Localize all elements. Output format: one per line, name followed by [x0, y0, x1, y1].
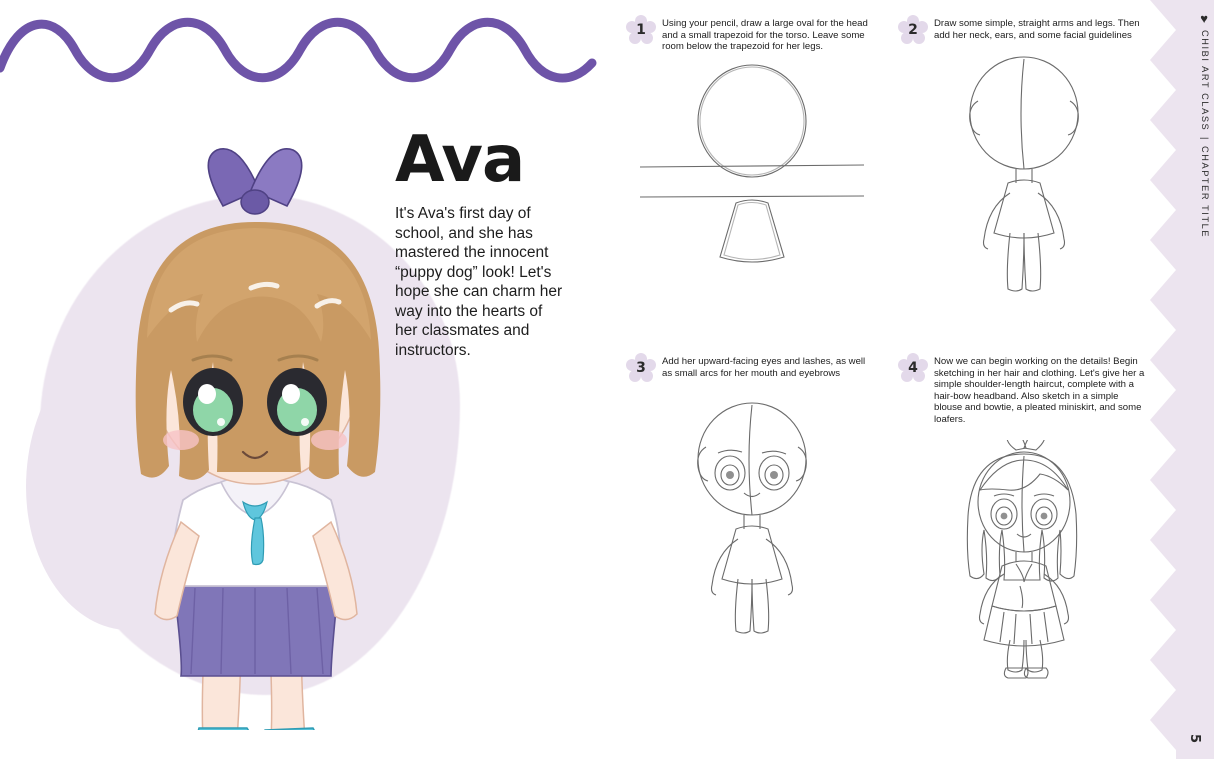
step-4 [898, 356, 1150, 690]
step-1-number: 1 [636, 22, 646, 38]
steps-area [616, 0, 1144, 759]
step-2-number: 2 [908, 22, 918, 38]
flower-bullet-icon [898, 353, 928, 383]
flower-bullet-icon [626, 15, 656, 45]
step-3-sketch [626, 397, 878, 647]
step-2-sketch [898, 51, 1150, 303]
chapter-label: CHAPTER TITLE [1200, 145, 1210, 238]
intro-paragraph: It's Ava's first day of school, and she has mastered the innocent “puppy dog” look! Let's hope she can charm her way into the hearts of her classmates and instructors. [395, 205, 563, 359]
zigzag-edge [1150, 0, 1176, 759]
step-2-text: Draw some simple, straight arms and legs. Then add her neck, ears, and some facial guidelines [934, 18, 1140, 41]
step-4-text: Now we can begin working on the details! Begin sketching in her hair and clothing. Let's give her a simple shoulder-length haircut, complete with a hair-bow headband. Also sketch in a simple blouse and bowtie, a pleated miniskirt, and some loafers. [934, 356, 1145, 425]
step-1 [626, 18, 878, 311]
series-label: CHIBI ART CLASS [1200, 30, 1210, 132]
step-3 [626, 356, 878, 647]
page-number: 5 [1187, 733, 1202, 743]
step-1-text: Using your pencil, draw a large oval for the head and a small trapezoid for the torso. Leave some room below the trapezoid for her legs. [662, 18, 868, 53]
page-title: Ava [395, 123, 525, 197]
left-page [0, 0, 604, 759]
step-4-header [898, 356, 1150, 426]
step-2 [898, 18, 1150, 303]
step-3-text: Add her upward-facing eyes and lashes, as well as small arcs for her mouth and eyebrows [662, 356, 866, 379]
step-1-sketch [626, 59, 878, 311]
step-3-number: 3 [636, 360, 646, 376]
flower-bullet-icon [626, 353, 656, 383]
step-4-sketch [898, 440, 1150, 690]
title-block [395, 123, 585, 360]
edge-labels [1200, 30, 1210, 238]
label-separator: | [1200, 137, 1210, 140]
step-4-number: 4 [908, 360, 918, 376]
step-2-header [898, 18, 1150, 45]
flower-bullet-icon [898, 15, 928, 45]
wave-decoration [0, 8, 604, 90]
step-3-header [626, 356, 878, 383]
step-1-header [626, 18, 878, 53]
right-page [604, 0, 1214, 759]
heart-icon: ♥ [1200, 11, 1208, 26]
chapter-edge-tab [1150, 0, 1214, 759]
